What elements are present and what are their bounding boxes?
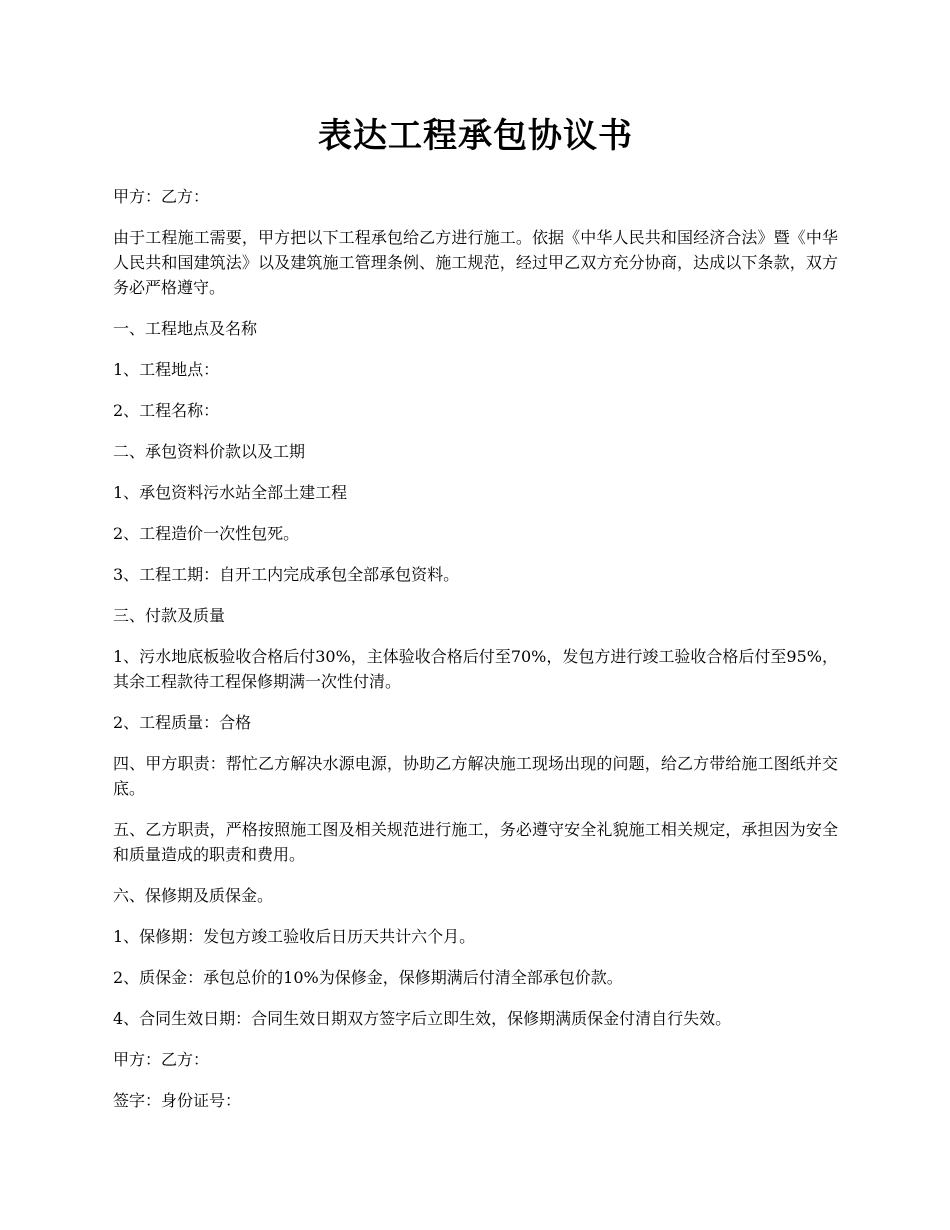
section-heading-location: 一、工程地点及名称 bbox=[113, 319, 258, 338]
section-heading-payment-quality: 三、付款及质量 bbox=[113, 606, 226, 625]
clause-contract-scope: 1、承包资料污水站全部土建工程 bbox=[113, 483, 348, 502]
document-body bbox=[113, 184, 838, 1113]
clause-project-quality: 2、工程质量：合格 bbox=[113, 713, 252, 732]
clause-payment-schedule: 1、污水地底板验收合格后付30%，主体验收合格后付至70%，发包方进行竣工验收合格后付至95%，其余工程款待工程保修期满一次性付清。 bbox=[113, 647, 838, 691]
section-party-b-duties: 五、乙方职责，严格按照施工图及相关规范进行施工，务必遵守安全礼貌施工相关规定，承担因为安全和质量造成的职责和费用。 bbox=[113, 820, 838, 864]
party-line: 甲方：乙方： bbox=[113, 187, 210, 206]
section-heading-warranty: 六、保修期及质保金。 bbox=[113, 886, 274, 905]
section-party-a-duties: 四、甲方职责：帮忙乙方解决水源电源，协助乙方解决施工现场出现的问题，给乙方带给施工图纸并交底。 bbox=[113, 754, 838, 798]
clause-warranty-deposit: 2、质保金：承包总价的10%为保修金，保修期满后付清全部承包价款。 bbox=[113, 968, 623, 987]
clause-effective-date: 4、合同生效日期：合同生效日期双方签字后立即生效，保修期满质保金付清自行失效。 bbox=[113, 1009, 732, 1028]
clause-project-cost: 2、工程造价一次性包死。 bbox=[113, 524, 300, 543]
section-heading-price-period: 二、承包资料价款以及工期 bbox=[113, 442, 306, 461]
signature-parties-line: 甲方：乙方： bbox=[113, 1050, 210, 1069]
clause-project-location: 1、工程地点： bbox=[113, 360, 220, 379]
clause-warranty-period: 1、保修期：发包方竣工验收后日历天共计六个月。 bbox=[113, 927, 476, 946]
signature-id-line: 签字：身份证号： bbox=[113, 1091, 242, 1110]
preamble-paragraph: 由于工程施工需要，甲方把以下工程承包给乙方进行施工。依据《中华人民共和国经济合法》暨《中华人民共和国建筑法》以及建筑施工管理条例、施工规范，经过甲乙双方充分协商，达成以下条款，双方务必严格遵守。 bbox=[113, 228, 838, 297]
clause-project-name: 2、工程名称： bbox=[113, 401, 220, 420]
document-title: 表达工程承包协议书 bbox=[318, 116, 633, 156]
clause-project-period: 3、工程工期：自开工内完成承包全部承包资料。 bbox=[113, 565, 460, 584]
